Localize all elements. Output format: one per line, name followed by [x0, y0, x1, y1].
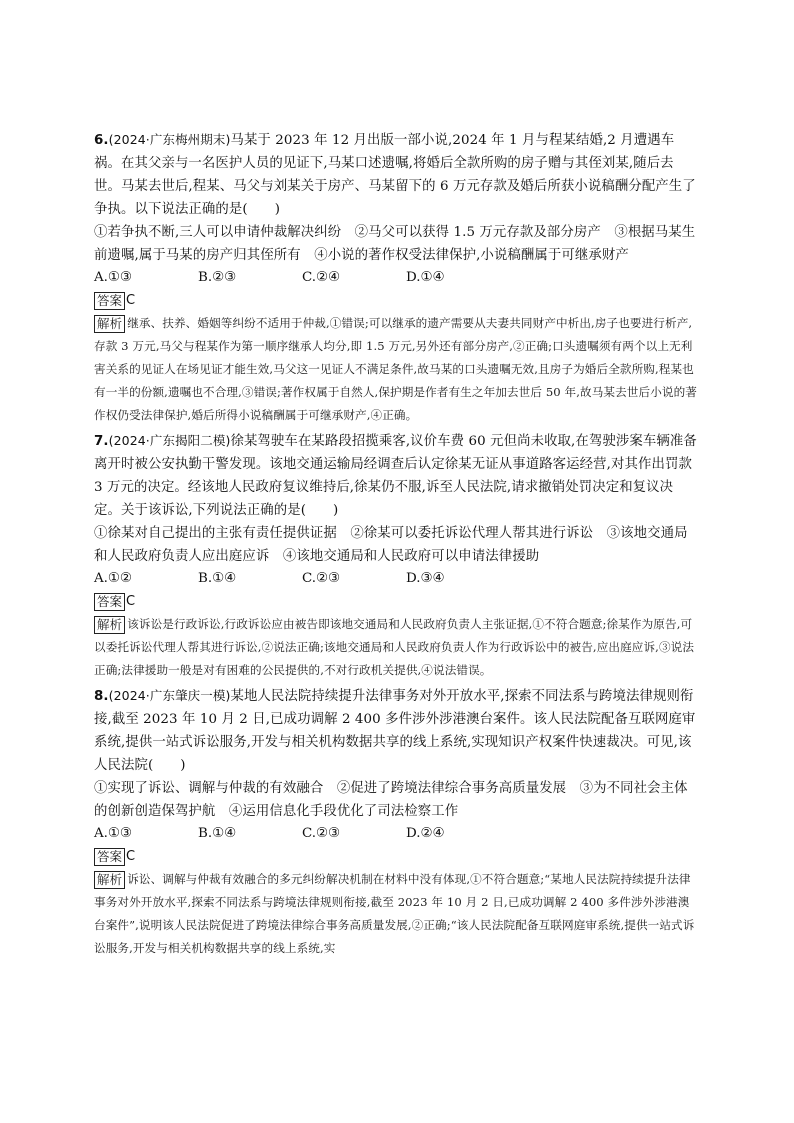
question-source: (2024·广东肇庆一模): [108, 688, 231, 703]
question-7-explanation: [94, 613, 700, 682]
question-7: [94, 429, 700, 682]
explanation-text: 诉讼、调解与仲裁有效融合的多元纠纷解决机制在材料中没有体现,①不符合题意;“某地人民法院持续提升法律事务对外开放水平,探索不同法系与跨境法律规则衔接,截至 2023 年 10 月 2 日,已成功调解 2 400 多件涉外涉港澳台案件”,说明该人民法院促进了跨境法律综合事务高质量发展,②正确;“该人民法院配备互联网庭审系统,提供一站式诉讼服务,开发与相关机构数据共享的线上系统,实: [94, 872, 695, 955]
question-6-options: [94, 267, 700, 289]
question-6-explanation: [94, 312, 700, 427]
explanation-tag: 解析: [94, 616, 125, 634]
answer-value: C: [126, 849, 136, 864]
question-8-stem: [94, 684, 700, 777]
explanation-tag: 解析: [94, 315, 125, 333]
question-8: [94, 684, 700, 960]
option-a: A.①③: [94, 270, 132, 285]
question-number: 6.: [94, 133, 109, 148]
explanation-text: 继承、扶养、婚姻等纠纷不适用于仲裁,①错误;可以继承的遗产需要从夫妻共同财产中析出,房子也要进行析产,存款 3 万元,马父与程某作为第一顺序继承人均分,即 1.5 万元,另外还有部分房产,②正确;口头遗嘱须有两个以上无利害关系的见证人在场见证才能生效,马父这一见证人不满足条件,故马某的口头遗嘱无效,且房子为婚后全款所购,程某也有一半的份额,遗嘱也不合理,③错误;著作权属于自然人,保护期是作者有生之年加去世后 50 年,故马某去世后小说的著作权仍受法律保护,婚后所得小说稿酬属于可继承财产,④正确。: [94, 316, 697, 422]
option-c: C.②③: [302, 571, 341, 586]
question-7-options: [94, 568, 700, 590]
option-a: A.①②: [94, 571, 132, 586]
option-b: B.①④: [198, 571, 237, 586]
document-page: [94, 128, 700, 962]
question-8-explanation: [94, 868, 700, 960]
option-c: C.②④: [302, 270, 341, 285]
question-6-stem: [94, 128, 700, 221]
option-b: B.②③: [198, 270, 237, 285]
explanation-text: 该诉讼是行政诉讼,行政诉讼应由被告即该地交通局和人民政府负责人主张证据,①不符合题意;徐某作为原告,可以委托诉讼代理人帮其进行诉讼,②说法正确;该地交通局和人民政府负责人作为行政诉讼中的被告,应出庭应诉,③说法正确;法律援助一般是对有困难的公民提供的,不对行政机关提供,④说法错误。: [94, 617, 695, 677]
answer-tag: 答案: [94, 593, 125, 611]
answer-value: C: [126, 293, 136, 308]
question-text: 某地人民法院持续提升法律事务对外开放水平,探索不同法系与跨境法律规则衔接,截至 2023 年 10 月 2 日,已成功调解 2 400 多件涉外涉港澳台案件。该人民法院配备互联网庭审系统,提供一站式诉讼服务,开发与相关机构数据共享的线上系统,实现知识产权案件快速裁决。可见,该人民法院( ): [94, 689, 696, 773]
question-8-statements: ①实现了诉讼、调解与仲裁的有效融合 ②促进了跨境法律综合事务高质量发展 ③为不同社会主体的创新创造保驾护航 ④运用信息化手段优化了司法检察工作: [94, 781, 688, 819]
question-8-options: [94, 823, 700, 845]
answer-tag: 答案: [94, 292, 125, 310]
question-number: 7.: [94, 434, 109, 449]
question-source: (2024·广东揭阳二模): [108, 433, 231, 448]
question-7-stem: [94, 429, 700, 522]
option-d: D.①④: [406, 270, 445, 285]
option-d: D.②④: [406, 826, 445, 841]
answer-value: C: [126, 594, 136, 609]
question-text: 徐某驾驶车在某路段招揽乘客,议价车费 60 元但尚未收取,在驾驶涉案车辆准备离开时被公安执勤干警发现。该地交通运输局经调查后认定徐某无证从事道路客运经营,对其作出罚款 3 万元的决定。经该地人民政府复议维持后,徐某仍不服,诉至人民法院,请求撤销处罚决定和复议决定。关于该诉讼,下列说法正确的是( ): [94, 434, 697, 518]
option-c: C.②③: [302, 826, 341, 841]
option-a: A.①③: [94, 826, 132, 841]
question-number: 8.: [94, 689, 109, 704]
explanation-tag: 解析: [94, 871, 125, 889]
option-b: B.①④: [198, 826, 237, 841]
answer-tag: 答案: [94, 848, 125, 866]
question-7-statements: ①徐某对自己提出的主张有责任提供证据 ②徐某可以委托诉讼代理人帮其进行诉讼 ③该地交通局和人民政府负责人应出庭应诉 ④该地交通局和人民政府可以申请法律援助: [94, 526, 688, 564]
question-6-answer: [94, 290, 700, 312]
question-6: [94, 128, 700, 427]
question-6-statements: ①若争执不断,三人可以申请仲裁解决纠纷 ②马父可以获得 1.5 万元存款及部分房产 ③根据马某生前遗嘱,属于马某的房产归其侄所有 ④小说的著作权受法律保护,小说稿酬属于可继承财产: [94, 225, 696, 263]
question-7-answer: [94, 591, 700, 613]
question-source: (2024·广东梅州期末): [108, 132, 231, 147]
question-8-answer: [94, 846, 700, 868]
option-d: D.③④: [406, 571, 445, 586]
question-text: 马某于 2023 年 12 月出版一部小说,2024 年 1 月与程某结婚,2 月遭遇车祸。在其父亲与一名医护人员的见证下,马某口述遗嘱,将婚后全款所购的房子赠与其侄刘某,随后去世。马某去世后,程某、马父与刘某关于房产、马某留下的 6 万元存款及婚后所获小说稿酬分配产生了争执。以下说法正确的是( ): [94, 133, 696, 217]
